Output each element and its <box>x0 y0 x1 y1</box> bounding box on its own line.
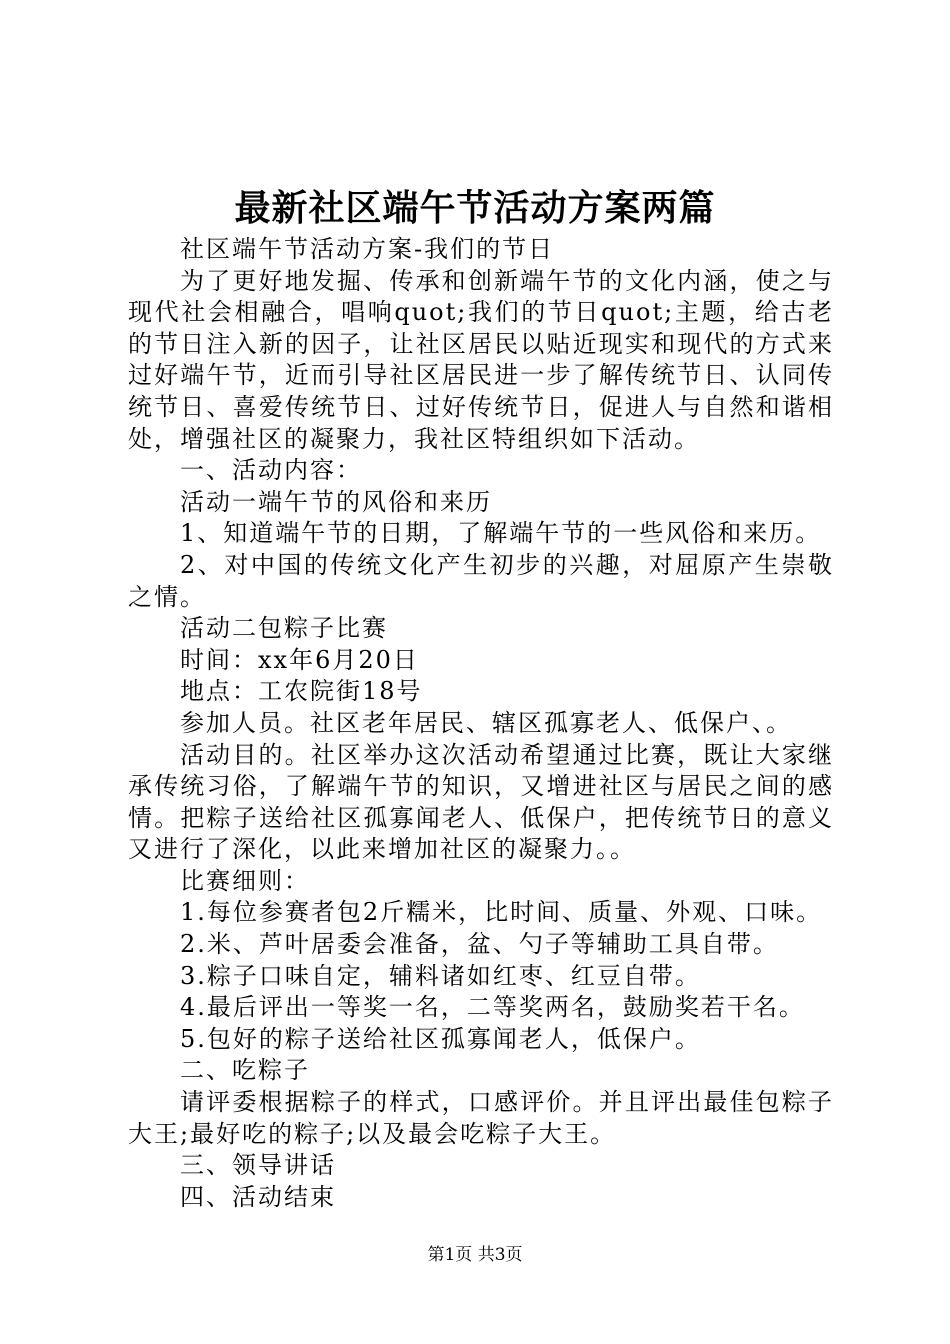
activity-content-heading: 一、活动内容： <box>180 456 362 485</box>
rule-item-1: 1.每位参赛者包2斤糯米，比时间、质量、外观、口味。 <box>180 898 823 927</box>
section-heading: 社区端午节活动方案-我们的节日 <box>180 235 555 263</box>
activity-two-heading: 活动二包粽子比赛 <box>180 614 388 643</box>
activity-one-heading: 活动一端午节的风俗和来历 <box>180 487 492 516</box>
activity-end-heading: 四、活动结束 <box>180 1182 336 1211</box>
eat-zongzi-paragraph: 请评委根据粽子的样式，口感评价。并且评出最佳包粽子大王;最好吃的粽子;以及最会吃粽子大王。 <box>128 1088 834 1148</box>
leader-speech-heading: 三、领导讲话 <box>180 1151 336 1180</box>
page-footer: 第1页 共3页 <box>427 1245 523 1265</box>
intro-paragraph: 为了更好地发掘、传承和创新端午节的文化内涵，使之与现代社会相融合，唱响quot;我们的节日quot;主题，给古老的节日注入新的因子，让社区居民以贴近现实和现代的方式来过好端午节，近而引导社区居民进一步了解传统节日、认同传统节日、喜爱传统节日、过好传统节日，促进人与自然和谐相处，增强社区的凝聚力，我社区特组织如下活动。 <box>128 266 834 453</box>
document-title: 最新社区端午节活动方案两篇 <box>234 187 716 229</box>
purpose-paragraph: 活动目的。社区举办这次活动希望通过比赛，既让大家继承传统习俗，了解端午节的知识，又增进社区与居民之间的感情。把粽子送给社区孤寡闻老人、低保户，把传统节日的意义又进行了深化，以此来增加社区的凝聚力。。 <box>128 740 834 864</box>
location-line: 地点：工农院街18号 <box>180 677 423 706</box>
rules-heading: 比赛细则： <box>180 866 310 895</box>
activity-one-item-2: 2、对中国的传统文化产生初步的兴趣，对屈原产生崇敬之情。 <box>128 550 834 611</box>
rule-item-4: 4.最后评出一等奖一名，二等奖两名，鼓励奖若干名。 <box>180 993 805 1022</box>
rule-item-3: 3.粽子口味自定，辅料诸如红枣、红豆自带。 <box>180 961 701 990</box>
eat-zongzi-heading: 二、吃粽子 <box>180 1056 310 1085</box>
rule-item-2: 2.米、芦叶居委会准备，盆、勺子等辅助工具自带。 <box>180 930 779 959</box>
time-line: 时间：xx年6月20日 <box>180 645 419 674</box>
participants-line: 参加人员。社区老年居民、辖区孤寡老人、低保户、。 <box>180 708 792 737</box>
rule-item-5: 5.包好的粽子送给社区孤寡闻老人，低保户。 <box>180 1024 701 1053</box>
document-body <box>128 234 834 1213</box>
activity-one-item-1: 1、知道端午节的日期，了解端午节的一些风俗和来历。 <box>180 519 822 548</box>
